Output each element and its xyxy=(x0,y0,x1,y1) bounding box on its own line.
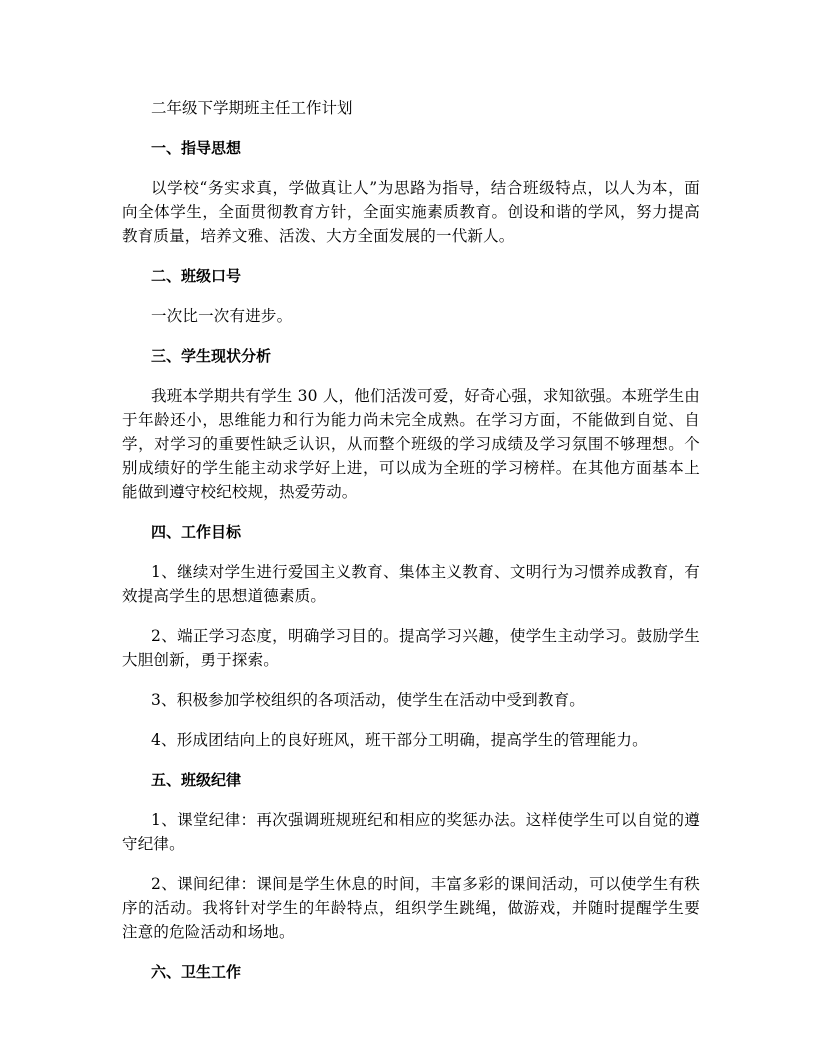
paragraph-discipline-1: 1、课堂纪律：再次强调班规班纪和相应的奖惩办法。这样使学生可以自觉的遵守纪律。 xyxy=(122,811,700,853)
paragraph-class-slogan: 一次比一次有进步。 xyxy=(151,307,293,325)
section-heading-work-goals: 四、工作目标 xyxy=(151,523,242,541)
paragraph-work-goal-3: 3、积极参加学校组织的各项活动，使学生在活动中受到教育。 xyxy=(151,691,585,709)
paragraph-discipline-2: 2、课间纪律：课间是学生休息的时间，丰富多彩的课间活动，可以使学生有秩序的活动。我将针对学生的年龄特点，组织学生跳绳，做游戏，并随时提醒学生要注意的危险活动和场地。 xyxy=(122,875,700,941)
document-title: 二年级下学期班主任工作计划 xyxy=(151,99,353,117)
section-heading-student-analysis: 三、学生现状分析 xyxy=(151,347,272,365)
paragraph-work-goal-1: 1、继续对学生进行爱国主义教育、集体主义教育、文明行为习惯养成教育，有效提高学生的思想道德素质。 xyxy=(122,563,700,605)
paragraph-work-goal-4: 4、形成团结向上的良好班风，班干部分工明确，提高学生的管理能力。 xyxy=(151,731,648,749)
paragraph-work-goal-2: 2、端正学习态度，明确学习目的。提高学习兴趣，使学生主动学习。鼓励学生大胆创新，勇于探索。 xyxy=(122,627,700,669)
paragraph-guiding-ideology: 以学校“务实求真，学做真让人”为思路为指导，结合班级特点，以人为本，面向全体学生，全面贯彻教育方针，全面实施素质教育。创设和谐的学风，努力提高教育质量，培养文雅、活泼、大方全面发展的一代新人。 xyxy=(122,179,700,245)
paragraph-student-analysis: 我班本学期共有学生 30 人，他们活泼可爱，好奇心强，求知欲强。本班学生由于年龄还小，思维能力和行为能力尚未完全成熟。在学习方面，不能做到自觉、自学，对学习的重要性缺乏认识，从而整个班级的学习成绩及学习氛围不够理想。个别成绩好的学生能主动求学好上进，可以成为全班的学习榜样。在其他方面基本上能做到遵守校纪校规，热爱劳动。 xyxy=(122,387,700,501)
section-heading-class-slogan: 二、班级口号 xyxy=(151,267,242,285)
document-page xyxy=(122,96,700,984)
section-heading-guiding-ideology: 一、指导思想 xyxy=(151,139,242,157)
section-heading-hygiene-work: 六、卫生工作 xyxy=(151,963,242,981)
section-heading-class-discipline: 五、班级纪律 xyxy=(151,771,242,789)
